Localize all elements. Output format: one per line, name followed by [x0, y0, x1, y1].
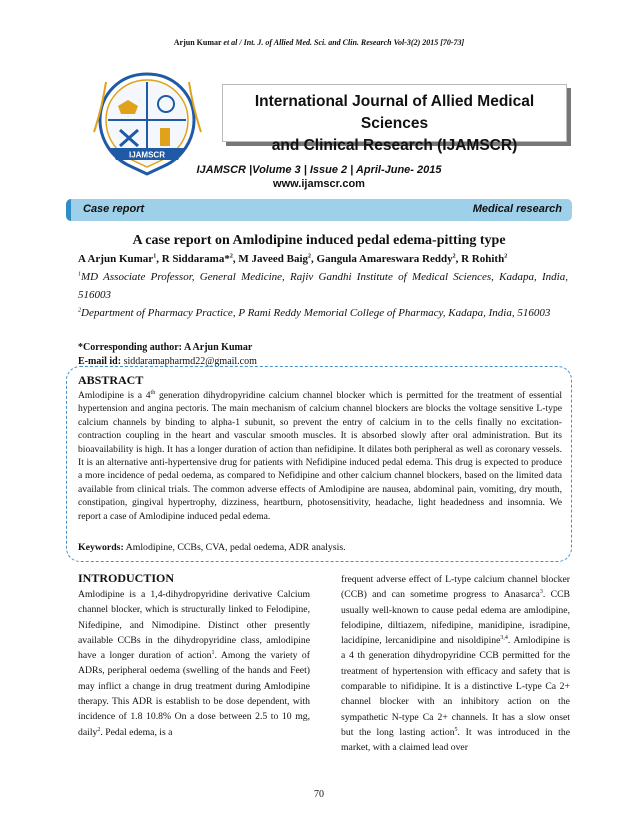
- subject-label: Medical research: [472, 203, 562, 215]
- journal-logo: [90, 70, 205, 178]
- running-header-authors: Arjun Kumar: [173, 38, 222, 47]
- abstract-sup: th: [150, 389, 156, 396]
- corresponding-author: *Corresponding author: A Arjun Kumar: [78, 342, 253, 353]
- paper-title: A case report on Amlodipine induced pedal edema-pitting type: [132, 233, 506, 248]
- affiliation-2-marker: 2: [78, 307, 81, 314]
- intro-left-text-1: Amlodipine is a 1,4-dihydropyridine derivative Calcium channel blocker, which is structurally linked to Felodipine, Nifedipine, and Nimodipine. Distinct other presently available CCBs in the dihydropyridine class, amlodipine have a longer duration of action: [78, 589, 310, 662]
- abstract-text-rest: generation dihydropyridine calcium channel blocker which is permitted for the treatment of essential hypertension and angina pectoris. The main mechanism of calcium channel blockers are blocks the voltage sensitive L-type calcium channels by binding to alpha-1 subunit, so prevent the entry of calcium in to the cells finally no excitation-contraction coupling in the heart and vascular smooth muscles. It is absorbed slowly after oral administration. But its bioavailability is high. It has a longer duration of action than nefidipine. It dilates both peripheral as well as coronary vessels. It is an alternative anti-hypertensive drug for patients with Nefidipine induced pedal edema. This drug is expected to produce a more incidence of pedal oedema, as compared to Nefidipine and other calcium channel blockers, based on the limited data available from clinical trials. The common adverse effects of Amlodipine are nausea, abdominal pain, vomiting, dry mouth, constipation, gingival hypertrophy, dizziness, heartburn, photosensitivity, headache, light headedness and insomnia. We report a case of Amlodipine induced pedal edema.: [78, 390, 563, 522]
- author-list: A Arjun Kumar$^1$, R Siddarama*$^2$, M Javeed Baig$^2$, Gangula Amareswara Reddy$^2$, R Rohith$^2$: [78, 253, 508, 265]
- issue-info: IJAMSCR |Volume 3 | Issue 2 | April-June- 2015: [196, 164, 442, 176]
- introduction-left-column: [78, 587, 310, 740]
- affiliation-2-text: Department of Pharmacy Practice, P Rami Reddy Memorial College of Pharmacy, Kadapa, India, 516003: [81, 307, 551, 319]
- intro-left-ref-2: 2: [97, 726, 101, 733]
- email-address[interactable]: siddaramapharmd22@gmail.com: [123, 356, 257, 367]
- affiliation-1-marker: 1: [78, 271, 81, 278]
- article-type-bar: [66, 199, 572, 221]
- intro-right-text-1: frequent adverse effect of L-type calcium channel blocker (CCB) and can sometime progress to Anasarca: [341, 574, 570, 601]
- page-number: 70: [314, 789, 324, 800]
- running-header-citation: et al / Int. J. of Allied Med. Sci. and Clin. Research Vol-3(2) 2015 [70-73]: [223, 38, 465, 47]
- intro-right-text-4: . It was introduced in the market, with a claimed lead over: [341, 726, 570, 754]
- logo-text: IJAMSCR: [128, 150, 166, 160]
- affiliation-1-text: MD Associate Professor, General Medicine, Rajiv Gandhi Institute of Medical Sciences, Kadapa, India, 516003: [78, 271, 568, 301]
- article-type-label: Case report: [83, 203, 145, 215]
- intro-left-text-2: . Among the variety of ADRs, peripheral oedema (swelling of the hands and Feet) may inflict a change in drug treatment during Amlodipine therapy. This ADR is establish to be dose dependent, with incidence of 1.8 10.8% On a dose between 2.5 to 10 mg, daily: [78, 650, 310, 738]
- journal-title-box: [222, 84, 567, 154]
- intro-right-text-3: . Amlodipine is a 4 th generation dihydropyridine CCB permitted for the treatment of hypertension with efficacy and safety that is comparable to nifidipine. It is a distinctive L-type Ca 2+ channel blocker with an inhibitory action on the sympathetic N-type Ca 2+ channels. It has a slow onset but the long lasting action: [341, 635, 570, 738]
- journal-title-line2: and Clinical Research (IJAMSCR): [271, 137, 518, 154]
- intro-right-ref-1: 3: [539, 589, 543, 596]
- journal-url[interactable]: www.ijamscr.com: [273, 178, 365, 190]
- intro-left-text-3: . Pedal edema, is a: [100, 726, 173, 738]
- keywords: [78, 542, 346, 553]
- intro-left-ref-1: 1: [211, 649, 215, 656]
- intro-right-ref-3: 5: [454, 726, 458, 733]
- abstract-text: [78, 389, 562, 523]
- introduction-right-column: [341, 572, 570, 756]
- introduction-heading: INTRODUCTION: [78, 571, 175, 585]
- abstract-text-start: Amlodipine is a 4: [78, 390, 151, 401]
- abstract-heading: ABSTRACT: [78, 373, 144, 387]
- keywords-list: Amlodipine, CCBs, CVA, pedal oedema, ADR analysis.: [125, 542, 346, 553]
- journal-title-line1: International Journal of Allied Medical Sciences: [254, 93, 535, 132]
- affiliation-2: [78, 304, 568, 322]
- keywords-label: Keywords:: [78, 542, 124, 553]
- intro-right-text-2: . CCB usually well-known to cause pedal edema are amlodipine, felodipine, diltiazem, nifedipine, manidipine, isradipine, lacidipine, lercanidipine and nisoldipine: [341, 589, 570, 647]
- email-label: E-mail id:: [78, 356, 122, 367]
- intro-right-ref-2: 3,4: [500, 634, 508, 641]
- running-header: [0, 38, 638, 47]
- affiliation-1: [78, 268, 568, 304]
